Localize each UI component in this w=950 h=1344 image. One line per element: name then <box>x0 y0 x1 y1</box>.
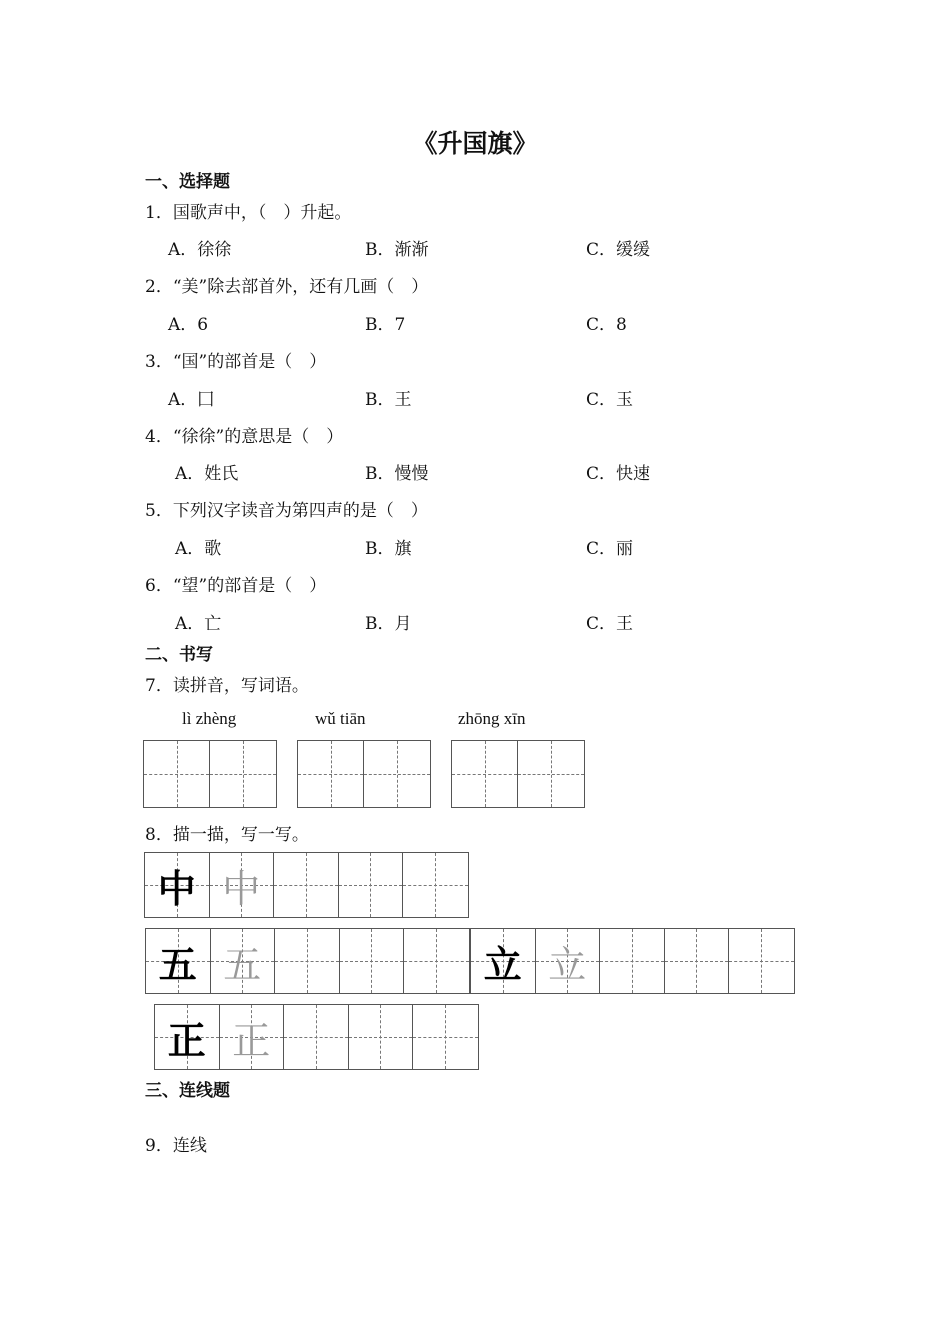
grid-cell <box>211 929 276 993</box>
question-6: 6．“望”的部首是（ ） <box>145 576 327 596</box>
q2-option-b: B．7 <box>365 315 406 335</box>
question-5: 5．下列汉字读音为第四声的是（ ） <box>145 501 428 521</box>
grid-cell <box>471 929 536 993</box>
q5-option-b: B．旗 <box>365 539 412 559</box>
q6-option-a: A．亡 <box>175 614 222 634</box>
grid-cell[interactable] <box>210 741 276 807</box>
q3-option-c: C．玉 <box>586 390 634 410</box>
model-char: 中 <box>157 865 196 911</box>
trace-char: 正 <box>232 1018 271 1063</box>
q4-option-a: A．姓氏 <box>175 464 239 484</box>
grid-cell <box>220 1005 285 1069</box>
grid-cell <box>146 929 211 993</box>
section-matching: 三、连线题 <box>145 1081 230 1101</box>
grid-cell[interactable] <box>274 853 339 917</box>
writing-grid-2[interactable] <box>297 740 431 808</box>
q1-option-b: B．渐渐 <box>365 240 429 260</box>
grid-cell[interactable] <box>665 929 730 993</box>
question-3: 3．“国”的部首是（ ） <box>145 352 327 372</box>
model-char: 立 <box>483 941 522 987</box>
trace-char: 立 <box>548 942 587 987</box>
q3-option-b: B．王 <box>365 390 412 410</box>
trace-char: 五 <box>223 942 262 987</box>
grid-cell[interactable] <box>340 929 405 993</box>
grid-cell[interactable] <box>298 741 364 807</box>
grid-cell[interactable] <box>729 929 794 993</box>
grid-cell[interactable] <box>349 1005 414 1069</box>
grid-cell[interactable] <box>144 741 210 807</box>
trace-char: 中 <box>222 866 261 911</box>
model-char: 五 <box>158 941 197 987</box>
model-char: 正 <box>167 1017 206 1063</box>
trace-grid-zhong[interactable] <box>144 852 469 918</box>
question-7: 7．读拼音，写词语。 <box>145 676 309 696</box>
grid-cell[interactable] <box>600 929 665 993</box>
q6-option-b: B．月 <box>365 614 412 634</box>
writing-grid-3[interactable] <box>451 740 585 808</box>
q4-option-c: C．快速 <box>586 464 651 484</box>
q5-option-a: A．歌 <box>175 539 222 559</box>
question-2: 2．“美”除去部首外，还有几画（ ） <box>145 277 429 297</box>
pinyin-2: wǔ tiān <box>315 709 366 728</box>
pinyin-3: zhōng xīn <box>458 709 526 728</box>
writing-grid-1[interactable] <box>143 740 277 808</box>
q4-option-b: B．慢慢 <box>365 464 429 484</box>
q3-option-a: A．囗 <box>168 390 215 410</box>
question-4: 4．“徐徐”的意思是（ ） <box>145 427 344 447</box>
grid-cell[interactable] <box>275 929 340 993</box>
grid-cell[interactable] <box>364 741 430 807</box>
section-writing: 二、书写 <box>145 645 213 665</box>
grid-cell <box>155 1005 220 1069</box>
q2-option-a: A．6 <box>168 315 209 335</box>
section-choice: 一、选择题 <box>145 172 230 192</box>
q6-option-c: C．王 <box>586 614 634 634</box>
q5-option-c: C．丽 <box>586 539 634 559</box>
trace-grid-wu[interactable] <box>145 928 470 994</box>
q2-option-c: C．8 <box>586 315 627 335</box>
grid-cell <box>210 853 275 917</box>
trace-grid-zheng[interactable] <box>154 1004 479 1070</box>
grid-cell <box>145 853 210 917</box>
q1-option-c: C．缓缓 <box>586 240 651 260</box>
pinyin-1: lì zhèng <box>182 709 237 728</box>
grid-cell[interactable] <box>452 741 518 807</box>
question-1: 1．国歌声中，（ ）升起。 <box>145 203 352 223</box>
question-9: 9．连线 <box>145 1136 207 1156</box>
page-title: 《升国旗》 <box>412 129 538 158</box>
grid-cell[interactable] <box>284 1005 349 1069</box>
grid-cell[interactable] <box>413 1005 478 1069</box>
trace-grid-li[interactable] <box>470 928 795 994</box>
q1-option-a: A．徐徐 <box>168 240 232 260</box>
grid-cell[interactable] <box>518 741 584 807</box>
grid-cell[interactable] <box>404 929 469 993</box>
grid-cell[interactable] <box>339 853 404 917</box>
grid-cell <box>536 929 601 993</box>
grid-cell[interactable] <box>403 853 468 917</box>
question-8: 8．描一描，写一写。 <box>145 825 309 845</box>
